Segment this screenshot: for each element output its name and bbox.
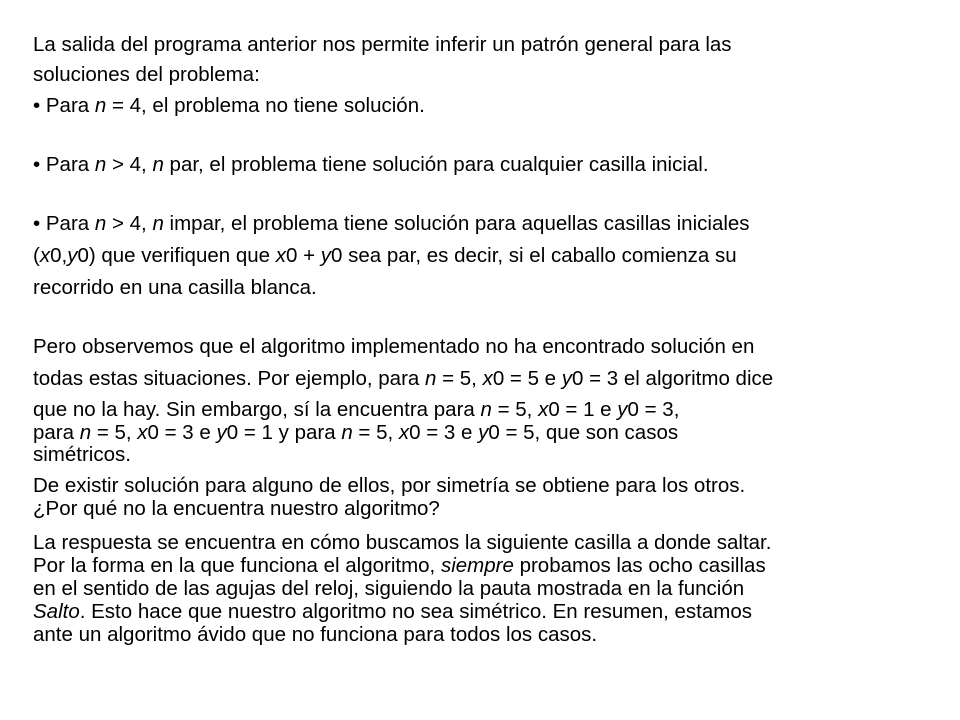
- intro-line-2: soluciones del problema:: [33, 63, 260, 86]
- para4-line-3: en el sentido de las agujas del reloj, siguiendo la pauta mostrada en la función: [33, 577, 745, 600]
- para4-line-2: Por la forma en la que funciona el algoritmo, siempre probamos las ocho casillas: [33, 554, 766, 577]
- para2-line-3: que no la hay. Sin embargo, sí la encuentra para n = 5, x0 = 1 e y0 = 3,: [33, 398, 680, 421]
- para2-line-1: Pero observemos que el algoritmo implementado no ha encontrado solución en: [33, 335, 755, 358]
- bullet-item-n-odd-line-2: (x0,y0) que verifiquen que x0 + y0 sea par, es decir, si el caballo comienza su: [33, 244, 737, 267]
- bullet-item-n-odd-line-1: • Para n > 4, n impar, el problema tiene solución para aquellas casillas iniciales: [33, 212, 750, 235]
- intro-line-1: La salida del programa anterior nos permite inferir un patrón general para las: [33, 33, 732, 56]
- para4-line-4: Salto. Esto hace que nuestro algoritmo no sea simétrico. En resumen, estamos: [33, 600, 753, 623]
- para2-line-4: para n = 5, x0 = 3 e y0 = 1 y para n = 5, x0 = 3 e y0 = 5, que son casos: [33, 421, 679, 444]
- para4-line-1: La respuesta se encuentra en cómo buscamos la siguiente casilla a donde saltar.: [33, 531, 772, 554]
- bullet-item-n-equals-4: • Para n = 4, el problema no tiene solución.: [33, 94, 425, 117]
- para3-line-1: De existir solución para alguno de ellos, por simetría se obtiene para los otros.: [33, 474, 746, 497]
- para2-line-5: simétricos.: [33, 443, 131, 466]
- bullet-item-n-odd-line-3: recorrido en una casilla blanca.: [33, 276, 317, 299]
- para2-line-2: todas estas situaciones. Por ejemplo, para n = 5, x0 = 5 e y0 = 3 el algoritmo dice: [33, 367, 774, 390]
- para3-line-2: ¿Por qué no la encuentra nuestro algoritmo?: [33, 497, 440, 520]
- para4-line-5: ante un algoritmo ávido que no funciona para todos los casos.: [33, 623, 598, 646]
- bullet-item-n-even: • Para n > 4, n par, el problema tiene solución para cualquier casilla inicial.: [33, 153, 709, 176]
